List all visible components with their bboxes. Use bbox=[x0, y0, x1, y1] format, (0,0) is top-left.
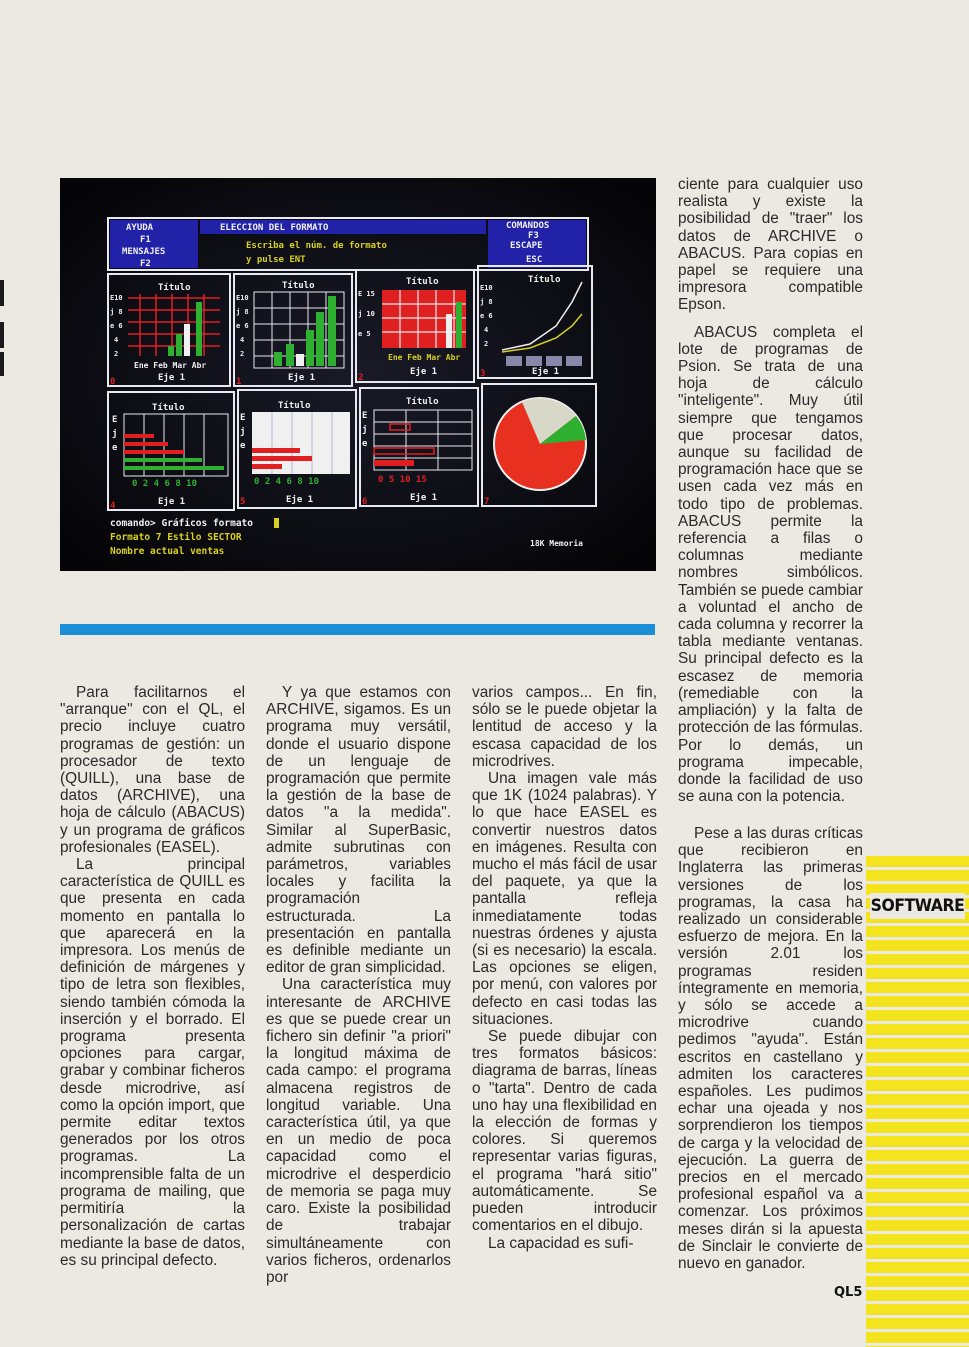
svg-text:e 6: e 6 bbox=[110, 322, 123, 330]
paragraph: Una característica muy interesante de ARCHIVE es que se puede crear un fichero sin definir "a priori" la longitud máxima de cada campo: el programa almacena registros de longitud variable. Una característica útil, ya que en un medio de poca capacidad como el microdrive el desperdicio de memoria se paga muy caro. Existe la posibilidad de trabajar simultáneamente con varios ficheros, ordenarlos por bbox=[266, 976, 451, 1286]
svg-text:j: j bbox=[240, 427, 246, 437]
svg-text:4: 4 bbox=[484, 326, 489, 334]
svg-text:e: e bbox=[362, 439, 368, 449]
paragraph: ciente para cualquier uso realista y existe la posibilidad de "traer" los datos de ARCHIVE o ABACUS. Para copias en papel se requiere una impresora compatible Epson. bbox=[678, 176, 863, 314]
page-number: QL5 bbox=[834, 1285, 863, 1300]
svg-text:Eje 1: Eje 1 bbox=[410, 367, 438, 377]
messages-label: MENSAJES bbox=[122, 247, 166, 257]
svg-text:Eje 1: Eje 1 bbox=[158, 497, 186, 507]
svg-text:e: e bbox=[112, 443, 118, 453]
svg-text:2: 2 bbox=[114, 350, 119, 358]
escape-key: ESC bbox=[526, 255, 543, 265]
svg-text:2: 2 bbox=[484, 340, 489, 348]
blue-rule bbox=[60, 624, 655, 635]
svg-text:Ene Feb Mar Abr: Ene Feb Mar Abr bbox=[134, 361, 207, 370]
svg-text:0 5 10 15: 0 5 10 15 bbox=[378, 475, 427, 485]
svg-text:j: j bbox=[362, 425, 368, 435]
commands-key: F3 bbox=[528, 231, 539, 241]
svg-text:Título: Título bbox=[406, 397, 439, 407]
svg-text:E: E bbox=[362, 411, 368, 421]
panel-title: Título bbox=[158, 283, 191, 293]
svg-text:e: e bbox=[240, 441, 246, 451]
svg-text:Ene Feb Mar Abr: Ene Feb Mar Abr bbox=[388, 353, 461, 362]
svg-text:j 8: j 8 bbox=[110, 308, 123, 316]
svg-text:Eje 1: Eje 1 bbox=[158, 373, 186, 383]
name-line: Nombre actual ventas bbox=[110, 546, 225, 557]
ql-easel-screen bbox=[60, 178, 656, 571]
paragraph: Se puede dibujar con tres formatos básicos: diagrama de barras, líneas o "tarta". Dentro de cada uno hay una flexibilidad en la elección de formas y colores. Si queremos representar varias figuras, el programa "hará sitio" automáticamente. Se pueden introducir comentarios en el dibujo. bbox=[472, 1028, 657, 1235]
format-line: Formato 7 Estilo SECTOR bbox=[110, 532, 242, 543]
article-column-2 bbox=[266, 684, 451, 1286]
svg-text:2: 2 bbox=[358, 373, 364, 383]
paragraph: Una imagen vale más que 1K (1024 palabras). Y lo que hace EASEL es convertir nuestros datos en imágenes. Resulta con mucho el más fácil de usar del paquete, ya que la pantalla refleja inmediatamente todas nuestras órdenes y ajusta (si es necesario) la escala. Las opciones se eligen, por menú, con valores por defecto en casi todas las situaciones. bbox=[472, 770, 657, 1028]
prompt-line-1: Escriba el núm. de formato bbox=[246, 241, 387, 251]
svg-text:Eje 1: Eje 1 bbox=[288, 373, 316, 383]
svg-text:Eje 1: Eje 1 bbox=[532, 367, 560, 377]
svg-text:j 10: j 10 bbox=[358, 310, 375, 318]
article-column-4-top bbox=[678, 176, 863, 805]
svg-text:4: 4 bbox=[110, 501, 116, 511]
svg-text:E10: E10 bbox=[110, 294, 123, 302]
article-column-1 bbox=[60, 684, 245, 1269]
paragraph: Para facilitarnos el "arranque" con el QL, el precio incluye cuatro programas de gestión: un procesador de texto (QUILL), una base de datos (ARCHIVE), una hoja de cálculo (ABACUS) y un programa de gráficos profesionales (EASEL). bbox=[60, 684, 245, 856]
format-title: ELECCION DEL FORMATO bbox=[220, 223, 329, 233]
svg-text:7: 7 bbox=[484, 497, 490, 507]
svg-text:j 8: j 8 bbox=[236, 308, 249, 316]
svg-text:e 6: e 6 bbox=[480, 312, 493, 320]
svg-text:Eje 1: Eje 1 bbox=[286, 495, 314, 505]
svg-text:Título: Título bbox=[152, 403, 185, 413]
svg-text:Título: Título bbox=[528, 275, 561, 285]
svg-text:E: E bbox=[240, 413, 246, 423]
svg-text:j: j bbox=[112, 429, 118, 439]
svg-text:4: 4 bbox=[114, 336, 119, 344]
svg-text:2: 2 bbox=[240, 350, 245, 358]
svg-text:6: 6 bbox=[362, 497, 368, 507]
command-line: comando> Gráficos formato bbox=[110, 518, 253, 529]
svg-text:E10: E10 bbox=[236, 294, 249, 302]
svg-text:0 2 4 6 8 10: 0 2 4 6 8 10 bbox=[132, 479, 198, 489]
svg-text:0 2 4 6 8 10: 0 2 4 6 8 10 bbox=[254, 477, 320, 487]
escape-label: ESCAPE bbox=[510, 241, 543, 251]
svg-text:E10: E10 bbox=[480, 284, 493, 292]
paragraph: Y ya que estamos con ARCHIVE, sigamos. Es un programa muy versátil, donde el usuario dispone de un lenguaje de programación que permite la gestión de la base de datos "a la medida". Similar al SuperBasic, admite subrutinas con parámetros, variables locales y facilita la programación estructurada. La presentación en pantalla es definible mediante un editor de gran simplicidad. bbox=[266, 684, 451, 977]
svg-text:Título: Título bbox=[406, 277, 439, 287]
paragraph: La principal característica de QUILL es que presenta en cada momento en pantalla lo que aparecerá en la impresora. Los menús de definición de márgenes y tipo de letra son flexibles, siendo también cómoda la inserción y el borrado. El programa presenta opciones para cargar, grabar y combinar ficheros desde microdrive, así como la opción import, que permite editar textos generados por los otros programas. La incomprensible falta de un programa de mailing, que permitiría la personalización de cartas mediante la base de datos, es su principal defecto. bbox=[60, 856, 245, 1269]
paragraph: Pese a las duras críticas que recibieron en Inglaterra las primeras versiones de los programas, la casa ha realizado un considerable esfuerzo de mejora. En la versión 2.01 los programas residen íntegramente en memoria, y sólo se accede a microdrive cuando pedimos "ayuda". Están escritos en castellano y admiten los caracteres españoles. Les pudimos echar una ojeada y nos sorprendieron los tiempos de carga y la velocidad de ejecución. La guerra de precios en el mercado profesional español va a comenzar. Los próximos meses dirán si la apuesta de Sinclair le convierte de nuevo en ganador. bbox=[678, 825, 863, 1273]
svg-text:E: E bbox=[112, 415, 118, 425]
svg-text:5: 5 bbox=[240, 497, 246, 507]
paragraph: varios campos... En fin, sólo se le puede objetar la lentitud de acceso y la escasa capacidad de los microdrives. bbox=[472, 684, 657, 770]
paragraph: La capacidad es sufi- bbox=[488, 1234, 634, 1252]
commands-label: COMANDOS bbox=[506, 221, 550, 231]
svg-text:E 15: E 15 bbox=[358, 290, 375, 298]
messages-key: F2 bbox=[140, 259, 151, 269]
memory-indicator: 18K Memoria bbox=[530, 539, 583, 548]
yellow-stripes bbox=[866, 856, 969, 1347]
svg-text:Título: Título bbox=[282, 281, 315, 291]
paragraph: ABACUS completa el lote de programas de Psion. Se trata de una hoja de cálculo "inteligente". Muy útil siempre que tengamos que procesar datos, aunque su facilidad de programación hace que se usen cada vez más en todo tipo de problemas. ABACUS permite la referencia a filas o columnas mediante nombres simbólicos. También se puede cambiar a voluntad el ancho de cada columna y recorrer la tabla mediante ventanas. Su principal defecto es la escasez de memoria (remediable con la ampliación) y la falta de protección de las fórmulas. Por lo demás, un programa impecable, donde la facilidad de uso se auna con la potencia. bbox=[678, 323, 863, 806]
article-column-4-bottom bbox=[678, 825, 863, 1272]
help-label: AYUDA bbox=[126, 223, 154, 233]
svg-text:4: 4 bbox=[240, 336, 245, 344]
svg-text:0: 0 bbox=[110, 377, 116, 387]
svg-text:Título: Título bbox=[278, 401, 311, 411]
svg-text:Eje 1: Eje 1 bbox=[410, 493, 438, 503]
svg-text:e 5: e 5 bbox=[358, 330, 371, 338]
screenshot-photo bbox=[60, 178, 656, 571]
svg-text:3: 3 bbox=[480, 369, 486, 379]
svg-text:1: 1 bbox=[236, 377, 242, 387]
article-column-3 bbox=[472, 684, 657, 1252]
section-label: SOFTWARE bbox=[870, 893, 965, 919]
svg-text:j 8: j 8 bbox=[480, 298, 493, 306]
help-key: F1 bbox=[140, 235, 151, 245]
svg-text:e 6: e 6 bbox=[236, 322, 249, 330]
prompt-line-2: y pulse ENT bbox=[246, 255, 306, 265]
